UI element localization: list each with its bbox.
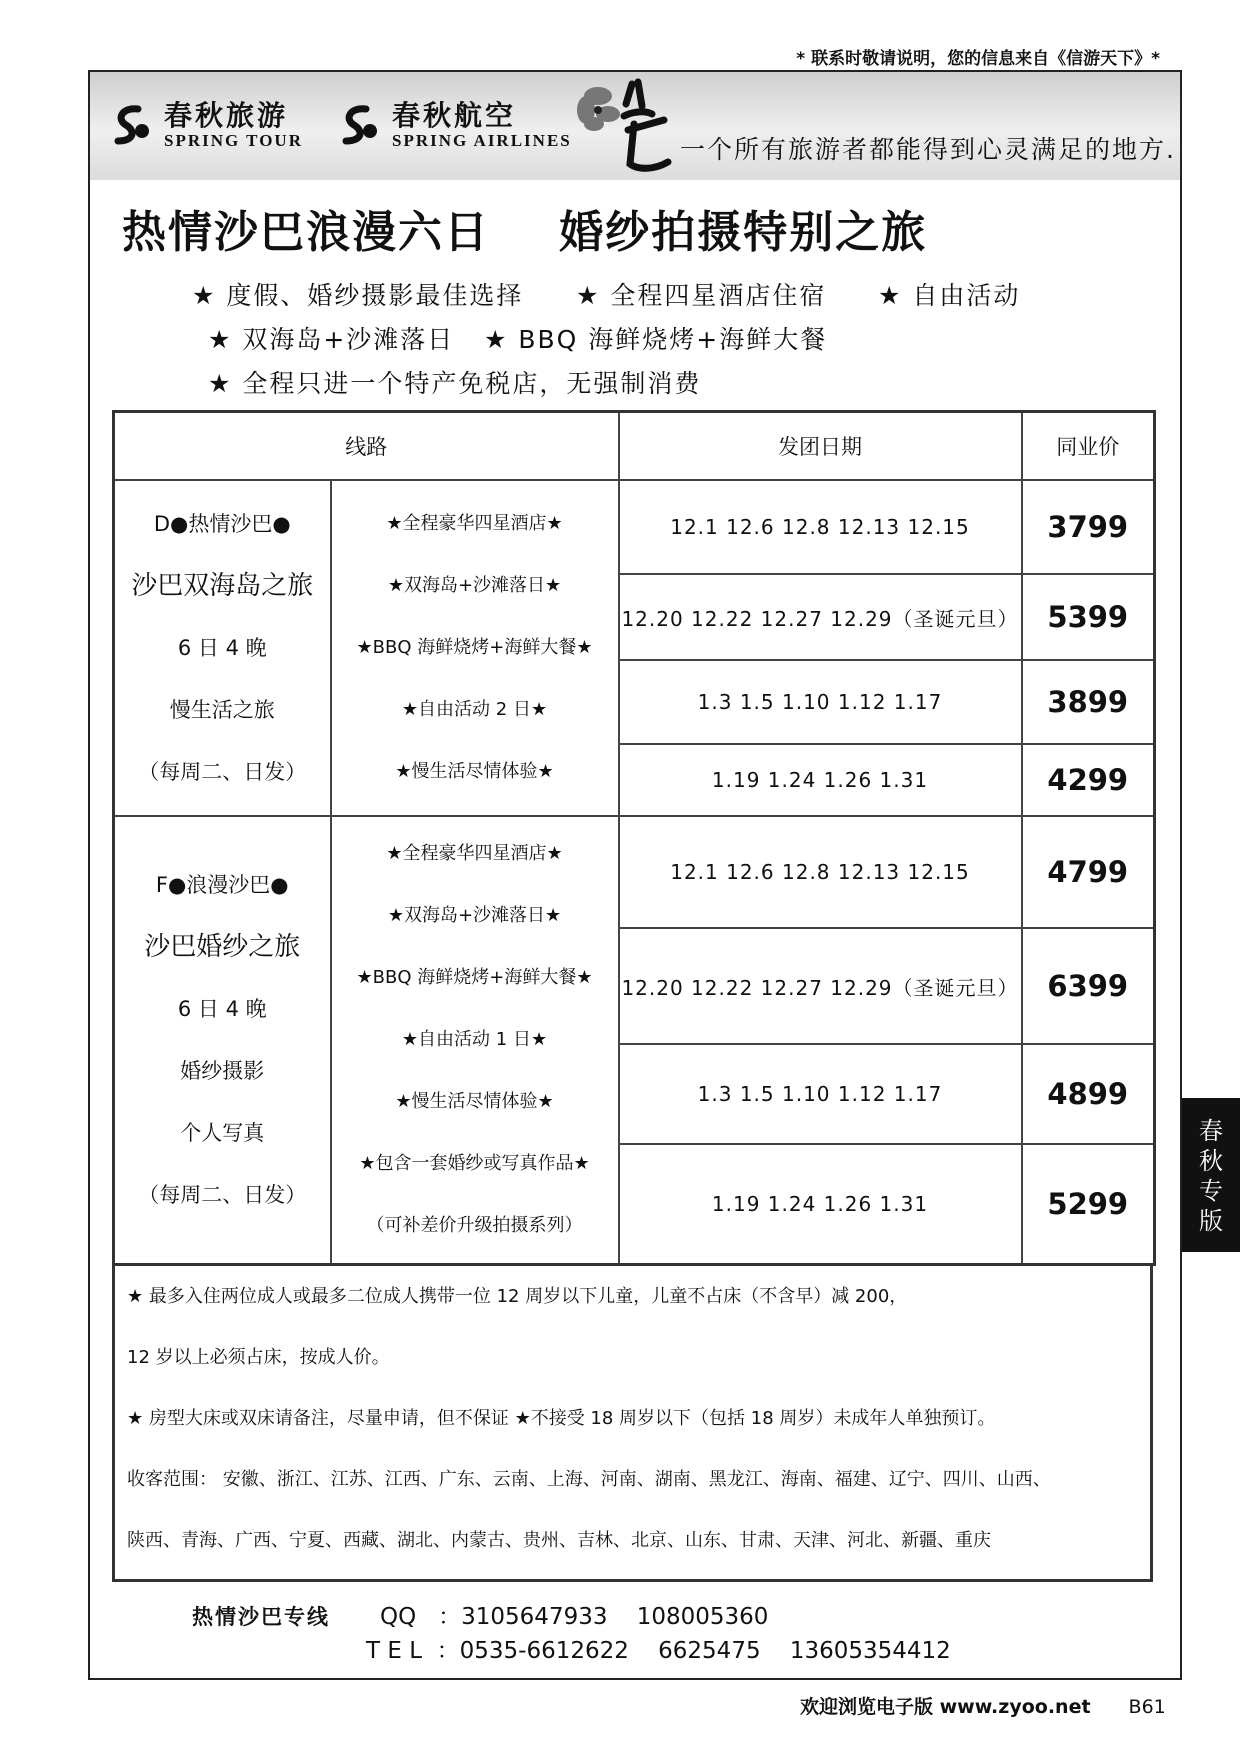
contact-label: 热情沙巴专线: [192, 1605, 330, 1629]
price: 4899: [1022, 1044, 1155, 1144]
departure-dates: 12.1 12.6 12.8 12.13 12.15: [619, 816, 1022, 928]
page-number: B61: [1128, 1696, 1166, 1718]
departure-dates: 1.3 1.5 1.10 1.12 1.17: [619, 660, 1022, 744]
feature-item: ★ 全程只进一个特产免税店，无强制消费: [208, 369, 702, 398]
table-row: [114, 816, 1155, 928]
route-name: D●热情沙巴● 沙巴双海岛之旅 6 日 4 晚 慢生活之旅 （每周二、日发）: [114, 480, 331, 816]
price: 3799: [1022, 480, 1155, 574]
side-tab: 春 秋 专 版: [1182, 1098, 1240, 1252]
price: 6399: [1022, 928, 1155, 1044]
logo-cn: 春秋旅游: [164, 99, 289, 132]
booking-notes: [112, 1266, 1153, 1582]
note-line: 12 岁以上必须占床，按成人价。: [127, 1347, 390, 1368]
spring-logo-icon: [108, 101, 156, 149]
departure-dates: 1.19 1.24 1.26 1.31: [619, 1144, 1022, 1264]
spring-airlines-logo: [336, 100, 572, 150]
footer-site: 欢迎浏览电子版 www.zyoo.net: [800, 1696, 1091, 1718]
price: 4799: [1022, 816, 1155, 928]
hibiscus-logo-icon: [568, 74, 678, 178]
note-line: 陕西、青海、广西、宁夏、西藏、湖北、内蒙古、贵州、吉林、北京、山东、甘肃、天津、河北、新疆、重庆: [127, 1530, 991, 1551]
contact-block: [192, 1600, 951, 1668]
price: 3899: [1022, 660, 1155, 744]
price: 5399: [1022, 574, 1155, 660]
header-dates: 发团日期: [619, 412, 1022, 481]
tel-numbers: T E L ：0535-6612622 6625475 13605354412: [366, 1638, 951, 1664]
spring-logo-icon: [336, 101, 384, 149]
footer: [800, 1692, 1166, 1719]
header-price: 同业价: [1022, 412, 1155, 481]
logo-cn: 春秋航空: [392, 99, 517, 132]
feature-item: ★ 双海岛+沙滩落日: [208, 325, 455, 354]
page-title: 热情沙巴浪漫六日 婚纱拍摄特别之旅: [122, 207, 928, 258]
feature-item: ★ BBQ 海鲜烧烤+海鲜大餐: [484, 325, 828, 354]
route-name: F●浪漫沙巴● 沙巴婚纱之旅 6 日 4 晚 婚纱摄影 个人写真 （每周二、日发）: [114, 816, 331, 1264]
slogan: 一个所有旅游者都能得到心灵满足的地方.: [680, 135, 1176, 164]
departure-dates: 1.3 1.5 1.10 1.12 1.17: [619, 1044, 1022, 1144]
route-highlights: ★全程豪华四星酒店★ ★双海岛+沙滩落日★ ★BBQ 海鲜烧烤+海鲜大餐★ ★自由活动 1 日★ ★慢生活尽情体验★ ★包含一套婚纱或写真作品★ （可补差价升级拍摄系列）: [331, 816, 619, 1264]
feature-item: ★ 自由活动: [878, 281, 1021, 310]
qq-numbers: QQ ：3105647933 108005360: [380, 1604, 769, 1630]
table-header-row: [114, 412, 1155, 481]
logo-en: SPRING AIRLINES: [392, 131, 572, 150]
departure-dates: 1.19 1.24 1.26 1.31: [619, 744, 1022, 816]
departure-dates: 12.20 12.22 12.27 12.29（圣诞元旦）: [619, 574, 1022, 660]
note-line: 收客范围： 安徽、浙江、江苏、江西、广东、云南、上海、河南、湖南、黑龙江、海南、福建、辽宁、四川、山西、: [127, 1469, 1051, 1490]
note-line: ★ 最多入住两位成人或最多二位成人携带一位 12 周岁以下儿童，儿童不占床（不含早）减 200，: [127, 1286, 908, 1307]
route-table: [112, 410, 1156, 1266]
route-highlights: ★全程豪华四星酒店★ ★双海岛+沙滩落日★ ★BBQ 海鲜烧烤+海鲜大餐★ ★自由活动 2 日★ ★慢生活尽情体验★: [331, 480, 619, 816]
contact-notice: * 联系时敬请说明，您的信息来自《信游天下》*: [796, 49, 1160, 69]
feature-item: ★ 全程四星酒店住宿: [576, 281, 827, 310]
logo-en: SPRING TOUR: [164, 131, 303, 150]
departure-dates: 12.1 12.6 12.8 12.13 12.15: [619, 480, 1022, 574]
feature-item: ★ 度假、婚纱摄影最佳选择: [192, 281, 524, 310]
header-route: 线路: [114, 412, 619, 481]
price: 4299: [1022, 744, 1155, 816]
note-line: ★ 房型大床或双床请备注，尽量申请，但不保证 ★不接受 18 周岁以下（包括 18 周岁）未成年人单独预订。: [127, 1408, 996, 1429]
price: 5299: [1022, 1144, 1155, 1264]
table-row: [114, 480, 1155, 574]
spring-tour-logo: [108, 100, 303, 150]
header-banner: [90, 72, 1180, 180]
departure-dates: 12.20 12.22 12.27 12.29（圣诞元旦）: [619, 928, 1022, 1044]
